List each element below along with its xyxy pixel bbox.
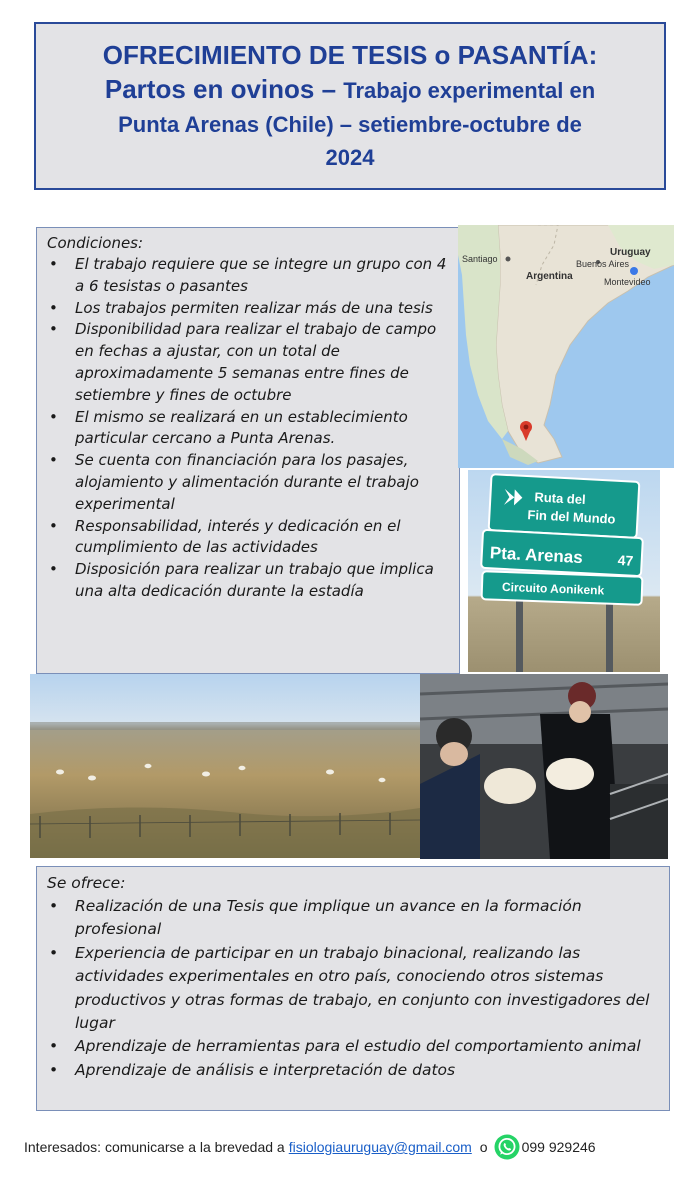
road-sign-image [468, 470, 660, 672]
lambs-svg [420, 674, 668, 859]
list-item: • Aprendizaje de análisis e interpretación de datos [47, 1059, 661, 1082]
list-item: • El trabajo requiere que se integre un grupo con 4 a 6 tesistas o pasantes [47, 254, 451, 298]
sign-line-1a: Ruta del [534, 489, 587, 508]
list-item: • Responsabilidad, interés y dedicación en el cumplimiento de las actividades [47, 516, 451, 560]
list-item: • Aprendizaje de herramientas para el estudio del comportamiento animal [47, 1035, 661, 1058]
offer-heading: Se ofrece: [47, 874, 126, 892]
lambs-photo [420, 674, 668, 859]
title-line-1: OFRECIMIENTO DE TESIS o PASANTÍA: [102, 40, 598, 70]
title-box [34, 22, 666, 190]
steppe-svg [30, 674, 420, 858]
title-line-2-main: Partos en ovinos – [104, 74, 344, 104]
map-label-uruguay: Uruguay [610, 247, 651, 258]
list-item: • Disposición para realizar un trabajo que implica una alta dedicación durante la estadía [47, 559, 451, 603]
map-label-buenos-aires: Buenos Aires [576, 259, 630, 269]
title-line-2-sub: Trabajo experimental en [343, 78, 596, 103]
list-item: • Se cuenta con financiación para los pasajes, alojamiento y alimentación durante el trabajo experimental [47, 450, 451, 515]
contact-or: o [479, 1139, 488, 1155]
map-label-montevideo: Montevideo [604, 277, 651, 287]
map-svg [458, 225, 674, 468]
sign-line-1b: Fin del Mundo [527, 507, 616, 527]
conditions-heading: Condiciones: [47, 234, 144, 252]
sheep-dots [56, 764, 386, 782]
title-line-2 [36, 72, 664, 108]
road-sign-svg [468, 470, 660, 672]
sign-line-2-km: 47 [617, 551, 634, 569]
offer-list [47, 895, 661, 1082]
steppe-landscape-image [30, 674, 420, 858]
offer-box [36, 866, 670, 1111]
map-image [458, 225, 674, 468]
conditions-list [47, 254, 451, 603]
whatsapp-icon[interactable] [494, 1134, 520, 1160]
list-item: • Realización de una Tesis que implique un avance en la formación profesional [47, 895, 661, 942]
title-line-3: Punta Arenas (Chile) – setiembre-octubre de [118, 112, 582, 137]
list-item: • Disponibilidad para realizar el trabajo de campo en fechas a ajustar, con un total de aproximadamente 5 semanas entre fines de setiembre y fines de octubre [47, 319, 451, 406]
list-item: • El mismo se realizará en un establecimiento particular cercano a Punta Arenas. [47, 407, 451, 451]
sign-line-3: Circuito Aonikenk [501, 579, 605, 598]
map-label-argentina: Argentina [526, 271, 573, 282]
contact-phone: 099 929246 [521, 1139, 596, 1155]
title-line-4: 2024 [325, 145, 375, 170]
contact-footer [24, 1133, 684, 1161]
contact-email-link[interactable]: fisiologiauruguay@gmail.com [288, 1139, 472, 1155]
list-item: • Experiencia de participar en un trabajo binacional, realizando las actividades experimentales en otro país, conociendo otros sistemas productivos y otras formas de trabajo, en conjunto con investigadores del lugar [47, 942, 661, 1036]
conditions-box [36, 227, 460, 674]
map-label-santiago: Santiago [462, 254, 498, 264]
list-item: • Los trabajos permiten realizar más de una tesis [47, 298, 451, 320]
contact-text: Interesados: comunicarse a la brevedad a [24, 1139, 285, 1155]
sign-line-2: Pta. Arenas [489, 543, 584, 568]
